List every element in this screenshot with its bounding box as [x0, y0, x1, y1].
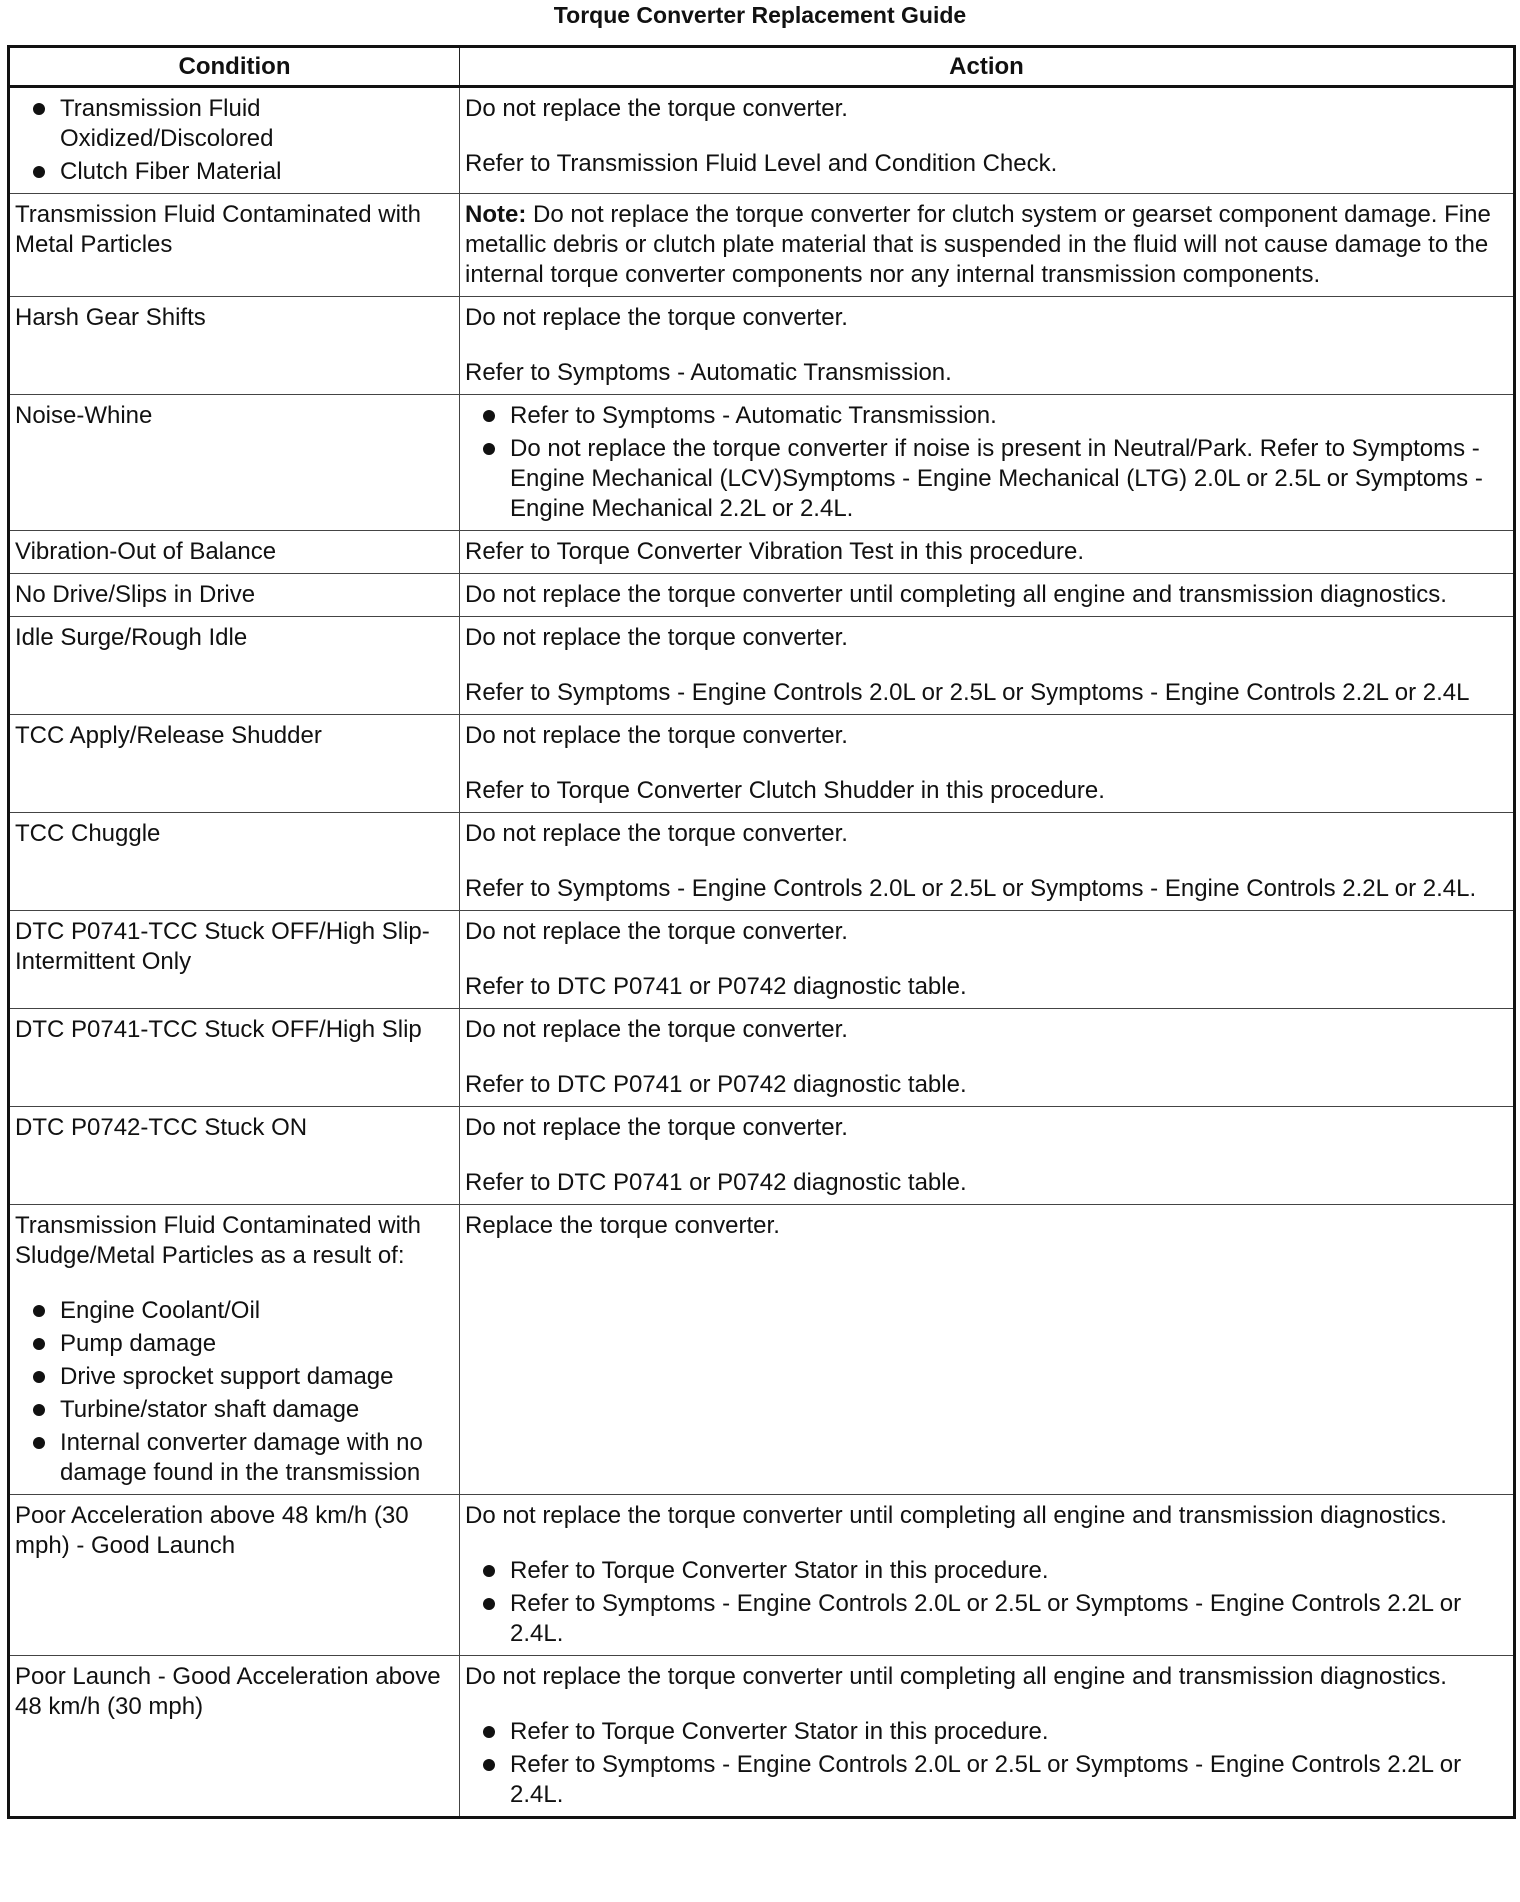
condition-text: No Drive/Slips in Drive [15, 581, 256, 608]
action-text: Refer to Torque Converter Vibration Test in this procedure. [465, 538, 1085, 565]
table-row [9, 194, 1515, 297]
condition-text: Noise-Whine [15, 402, 153, 429]
list-item: Pump damage [15, 1329, 454, 1359]
table-row [9, 1009, 1515, 1107]
condition-text: Vibration-Out of Balance [15, 538, 277, 565]
list-item: Do not replace the torque converter if noise is present in Neutral/Park. Refer to Symptoms - Engine Mechanical (LCV)Symptoms - Engine Mechanical (LTG) 2.0L or 2.5L or Symptoms - Engine Mechanical 2.2L or 2.4L. [465, 434, 1508, 524]
table-row [9, 813, 1515, 911]
condition-bullet-list [15, 1296, 454, 1488]
action-text: Do not replace the torque converter. [465, 1114, 848, 1141]
header-row [9, 47, 1515, 87]
note-paragraph [465, 200, 1508, 290]
action-text: Refer to DTC P0741 or P0742 diagnostic table. [465, 1071, 967, 1098]
table-row [9, 574, 1515, 617]
action-text: Do not replace the torque converter. [465, 1016, 848, 1043]
condition-text: TCC Chuggle [15, 820, 161, 847]
list-item: Turbine/stator shaft damage [15, 1395, 454, 1425]
condition-cell [9, 1107, 460, 1205]
list-item: Drive sprocket support damage [15, 1362, 454, 1392]
condition-cell [9, 1495, 460, 1656]
action-cell [460, 1495, 1515, 1656]
action-cell [460, 297, 1515, 395]
page-title: Torque Converter Replacement Guide [553, 2, 967, 28]
condition-cell [9, 1656, 460, 1818]
table-row [9, 1495, 1515, 1656]
table-row [9, 715, 1515, 813]
action-cell [460, 813, 1515, 911]
action-cell [460, 911, 1515, 1009]
action-text: Do not replace the torque converter until completing all engine and transmission diagnostics. [465, 581, 1447, 608]
table-row [9, 1656, 1515, 1818]
column-header-action: Action [460, 47, 1515, 87]
condition-cell [9, 194, 460, 297]
table-row [9, 87, 1515, 194]
action-cell [460, 715, 1515, 813]
action-cell [460, 531, 1515, 574]
action-text: Refer to DTC P0741 or P0742 diagnostic table. [465, 973, 967, 1000]
action-text: Do not replace the torque converter. [465, 918, 848, 945]
action-cell [460, 1107, 1515, 1205]
action-cell [460, 574, 1515, 617]
action-text: Do not replace the torque converter. [465, 722, 848, 749]
list-item: Engine Coolant/Oil [15, 1296, 454, 1326]
action-text: Refer to Symptoms - Engine Controls 2.0L or 2.5L or Symptoms - Engine Controls 2.2L or 2.4L [465, 679, 1470, 706]
condition-cell [9, 1205, 460, 1495]
note-text: Do not replace the torque converter for clutch system or gearset component damage. Fine metallic debris or clutch plate material that is suspended in the fluid will not cause damage to the internal torque converter components nor any internal transmission components. [465, 201, 1491, 288]
action-text: Refer to Transmission Fluid Level and Condition Check. [465, 150, 1058, 177]
condition-cell [9, 297, 460, 395]
list-item: Refer to Symptoms - Automatic Transmission. [465, 401, 1508, 431]
list-item: Refer to Torque Converter Stator in this procedure. [465, 1717, 1508, 1747]
list-item: Refer to Symptoms - Engine Controls 2.0L or 2.5L or Symptoms - Engine Controls 2.2L or 2.4L. [465, 1750, 1508, 1810]
list-item: Refer to Symptoms - Engine Controls 2.0L or 2.5L or Symptoms - Engine Controls 2.2L or 2.4L. [465, 1589, 1508, 1649]
table-row [9, 531, 1515, 574]
action-text: Refer to Symptoms - Automatic Transmission. [465, 359, 952, 386]
condition-bullet-list [15, 94, 454, 187]
condition-cell [9, 1009, 460, 1107]
action-text: Replace the torque converter. [465, 1212, 780, 1239]
table-row [9, 1205, 1515, 1495]
condition-cell [9, 395, 460, 531]
action-text: Refer to DTC P0741 or P0742 diagnostic table. [465, 1169, 967, 1196]
list-item: Internal converter damage with no damage found in the transmission [15, 1428, 454, 1488]
condition-cell [9, 715, 460, 813]
condition-text: Harsh Gear Shifts [15, 304, 206, 331]
condition-text: DTC P0741-TCC Stuck OFF/High Slip-Intermittent Only [15, 918, 430, 975]
action-text: Do not replace the torque converter until completing all engine and transmission diagnostics. [465, 1663, 1447, 1690]
condition-text: Poor Launch - Good Acceleration above 48 km/h (30 mph) [15, 1663, 441, 1720]
table-row [9, 617, 1515, 715]
list-item: Clutch Fiber Material [15, 157, 454, 187]
action-text: Refer to Torque Converter Clutch Shudder in this procedure. [465, 777, 1105, 804]
action-text: Do not replace the torque converter. [465, 624, 848, 651]
condition-text: DTC P0741-TCC Stuck OFF/High Slip [15, 1016, 422, 1043]
list-item: Transmission Fluid Oxidized/Discolored [15, 94, 454, 154]
action-cell [460, 1656, 1515, 1818]
action-cell [460, 1205, 1515, 1495]
action-text: Do not replace the torque converter. [465, 304, 848, 331]
replacement-guide-table [7, 45, 1516, 1819]
condition-cell [9, 813, 460, 911]
table-row [9, 1107, 1515, 1205]
action-text: Refer to Symptoms - Engine Controls 2.0L or 2.5L or Symptoms - Engine Controls 2.2L or 2.4L. [465, 875, 1477, 902]
condition-cell [9, 617, 460, 715]
list-item: Refer to Torque Converter Stator in this procedure. [465, 1556, 1508, 1586]
action-cell [460, 617, 1515, 715]
action-cell [460, 1009, 1515, 1107]
condition-text: TCC Apply/Release Shudder [15, 722, 322, 749]
condition-cell [9, 87, 460, 194]
action-cell [460, 194, 1515, 297]
condition-cell [9, 531, 460, 574]
action-text: Do not replace the torque converter until completing all engine and transmission diagnostics. [465, 1502, 1447, 1529]
condition-text: Transmission Fluid Contaminated with Sludge/Metal Particles as a result of: [15, 1212, 421, 1269]
table-row [9, 395, 1515, 531]
condition-text: Poor Acceleration above 48 km/h (30 mph) - Good Launch [15, 1502, 409, 1559]
condition-cell [9, 911, 460, 1009]
column-header-condition: Condition [9, 47, 460, 87]
action-text: Do not replace the torque converter. [465, 820, 848, 847]
condition-text: Transmission Fluid Contaminated with Metal Particles [15, 201, 421, 258]
action-cell [460, 395, 1515, 531]
note-label: Note: [465, 201, 527, 228]
table-row [9, 297, 1515, 395]
action-bullet-list [465, 1717, 1508, 1810]
action-bullet-list [465, 401, 1508, 524]
action-cell [460, 87, 1515, 194]
action-bullet-list [465, 1556, 1508, 1649]
condition-text: DTC P0742-TCC Stuck ON [15, 1114, 308, 1141]
action-text: Do not replace the torque converter. [465, 95, 848, 122]
table-row [9, 911, 1515, 1009]
condition-cell [9, 574, 460, 617]
condition-text: Idle Surge/Rough Idle [15, 624, 248, 651]
